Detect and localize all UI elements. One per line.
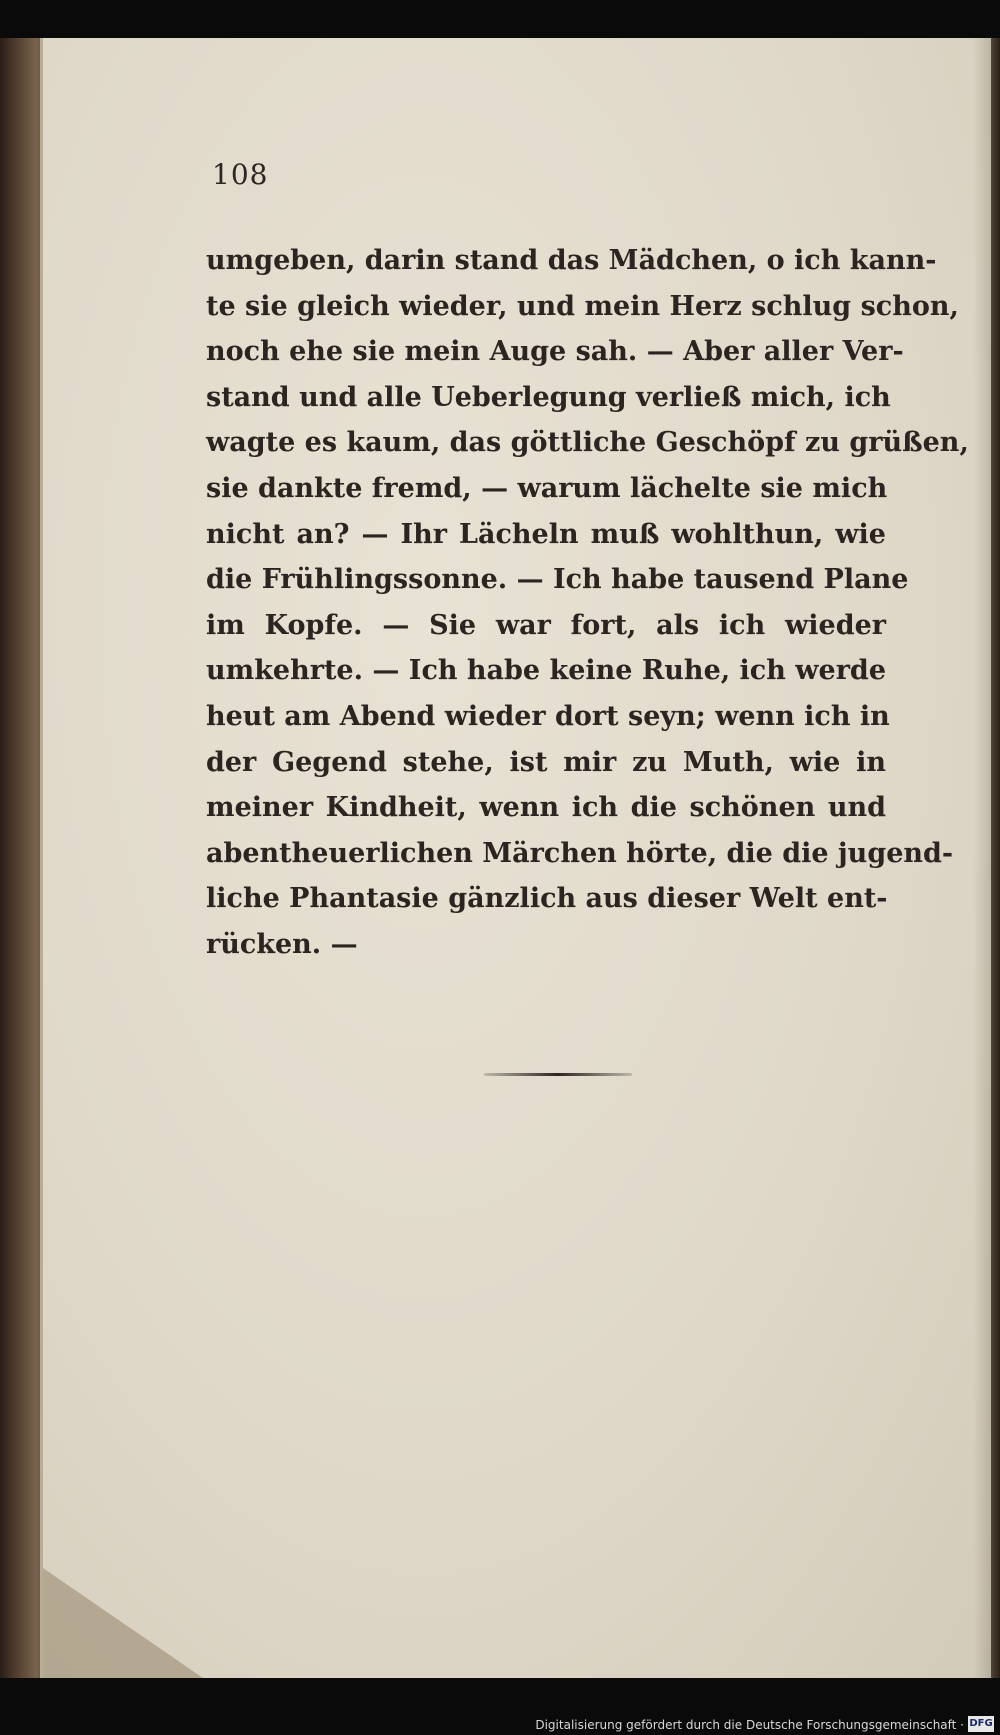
dfg-logo-icon: DFG [968, 1716, 994, 1732]
text-line: stand und alle Ueberlegung verließ mich, ich [206, 381, 891, 413]
page-number: 108 [212, 158, 269, 191]
scan-top-border [0, 0, 1000, 38]
digitization-credit: Digitalisierung gefördert durch die Deutsche Forschungsgemeinschaft · [535, 1718, 964, 1732]
end-of-chapter-rule [484, 1073, 632, 1076]
text-line: abentheuerlichen Märchen hörte, die die jugend- [206, 837, 954, 869]
text-line: noch ehe sie mein Auge sah. — Aber aller Ver- [206, 336, 904, 368]
text-line: liche Phantasie gänzlich aus dieser Welt ent- [206, 883, 888, 915]
text-line: die Frühlingssonne. — Ich habe tausend Plane [206, 564, 909, 596]
text-line: wagte es kaum, das göttliche Geschöpf zu grüßen, [206, 427, 969, 459]
body-text [206, 238, 969, 968]
text-line: heut am Abend wieder dort seyn; wenn ich in [206, 700, 890, 732]
text-line: nicht an? — Ihr Lächeln muß wohlthun, wie [206, 518, 886, 550]
text-line: te sie gleich wieder, und mein Herz schlug schon, [206, 290, 959, 322]
text-line: sie dankte fremd, — warum lächelte sie mich [206, 472, 888, 504]
page-gutter-shadow [973, 38, 991, 1678]
text-line: der Gegend stehe, ist mir zu Muth, wie in [206, 746, 886, 778]
text-line: umkehrte. — Ich habe keine Ruhe, ich werde [206, 655, 886, 687]
text-line: umgeben, darin stand das Mädchen, o ich kann- [206, 245, 937, 276]
page-corner-fold [43, 1568, 203, 1678]
text-line: im Kopfe. — Sie war fort, als ich wieder [206, 609, 886, 641]
text-line: meiner Kindheit, wenn ich die schönen und [206, 792, 886, 824]
text-line: rücken. — [206, 928, 358, 960]
